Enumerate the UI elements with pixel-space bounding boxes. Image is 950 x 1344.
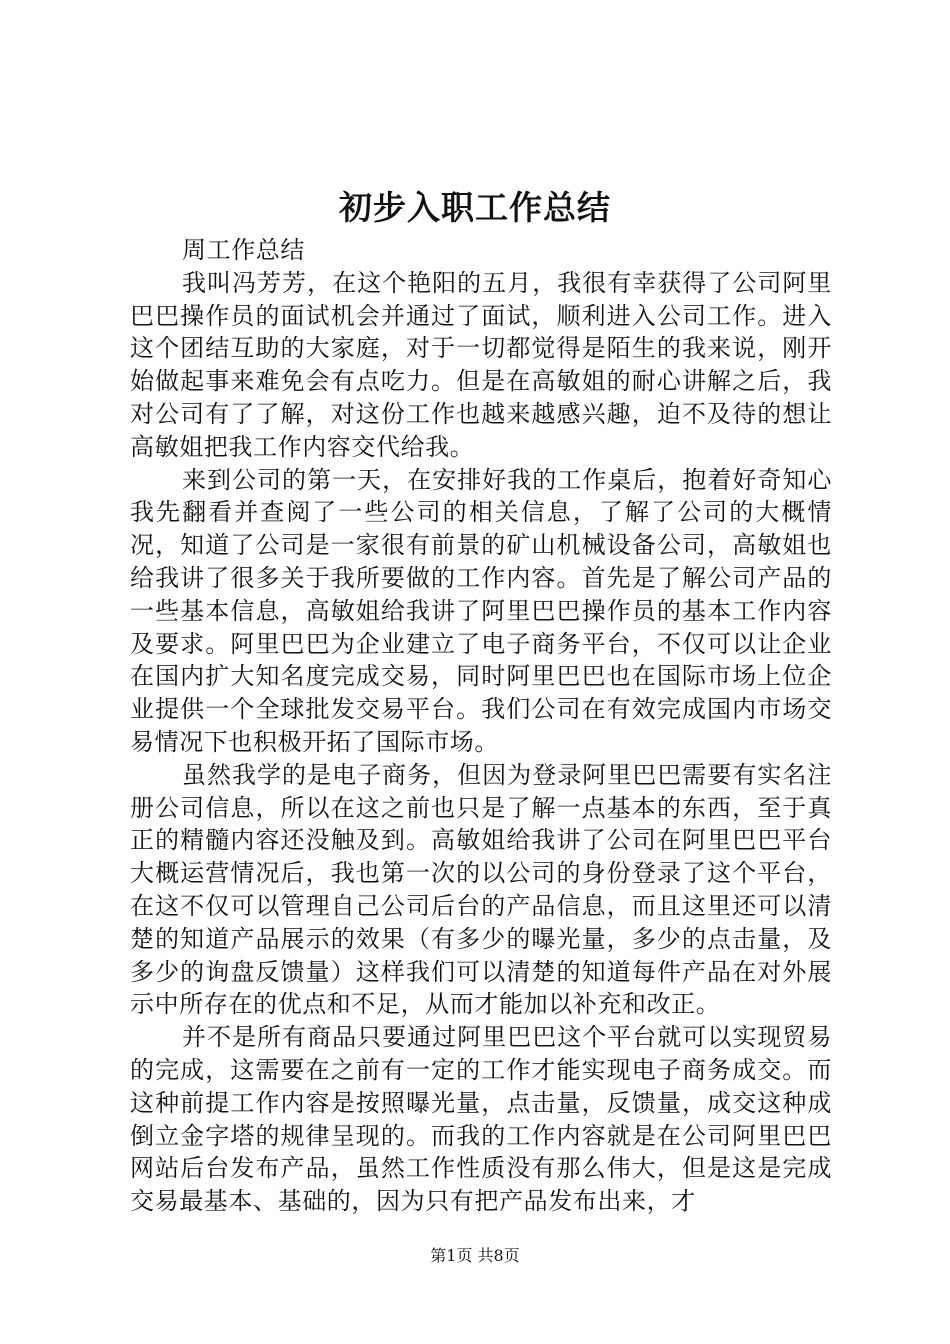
paragraph-4: 并不是所有商品只要通过阿里巴巴这个平台就可以实现贸易的完成，这需要在之前有一定的工作才能实现电子商务成交。而这种前提工作内容是按照曝光量，点击量，反馈量，成交这种成倒立金字塔的规律呈现的。而我的工作内容就是在公司阿里巴巴网站后台发布产品，虽然工作性质没有那么伟大，但是这是完成交易最基本、基础的，因为只有把产品发布出来，才: [130, 1023, 832, 1216]
page-footer: 第1页 共8页: [430, 1246, 520, 1265]
section-subheading: 周工作总结: [182, 236, 305, 264]
paragraph-3: 虽然我学的是电子商务，但因为登录阿里巴巴需要有实名注册公司信息，所以在这之前也只是了解一点基本的东西，至于真正的精髓内容还没触及到。高敏姐给我讲了公司在阿里巴巴平台大概运营情况后，我也第一次的以公司的身份登录了这个平台，在这不仅可以管理自己公司后台的产品信息，而且这里还可以清楚的知道产品展示的效果（有多少的曝光量，多少的点击量，及多少的询盘反馈量）这样我们可以清楚的知道每件产品在对外展示中所存在的优点和不足，从而才能加以补充和改正。: [130, 760, 832, 1019]
page-title: 初步入职工作总结: [339, 188, 611, 227]
paragraph-1: 我叫冯芳芳，在这个艳阳的五月，我很有幸获得了公司阿里巴巴操作员的面试机会并通过了面试，顺利进入公司工作。进入这个团结互助的大家庭，对于一切都觉得是陌生的我来说，刚开始做起事来难免会有点吃力。但是在高敏姐的耐心讲解之后，我对公司有了了解，对这份工作也越来越感兴趣，迫不及待的想让高敏姐把我工作内容交代给我。: [130, 268, 832, 461]
document-body: [130, 234, 832, 1218]
paragraph-2: 来到公司的第一天，在安排好我的工作桌后，抱着好奇知心我先翻看并查阅了一些公司的相关信息，了解了公司的大概情况，知道了公司是一家很有前景的矿山机械设备公司，高敏姐也给我讲了很多关于我所要做的工作内容。首先是了解公司产品的一些基本信息，高敏姐给我讲了阿里巴巴操作员的基本工作内容及要求。阿里巴巴为企业建立了电子商务平台，不仅可以让企业在国内扩大知名度完成交易，同时阿里巴巴也在国际市场上位企业提供一个全球批发交易平台。我们公司在有效完成国内市场交易情况下也积极开拓了国际市场。: [130, 465, 832, 756]
